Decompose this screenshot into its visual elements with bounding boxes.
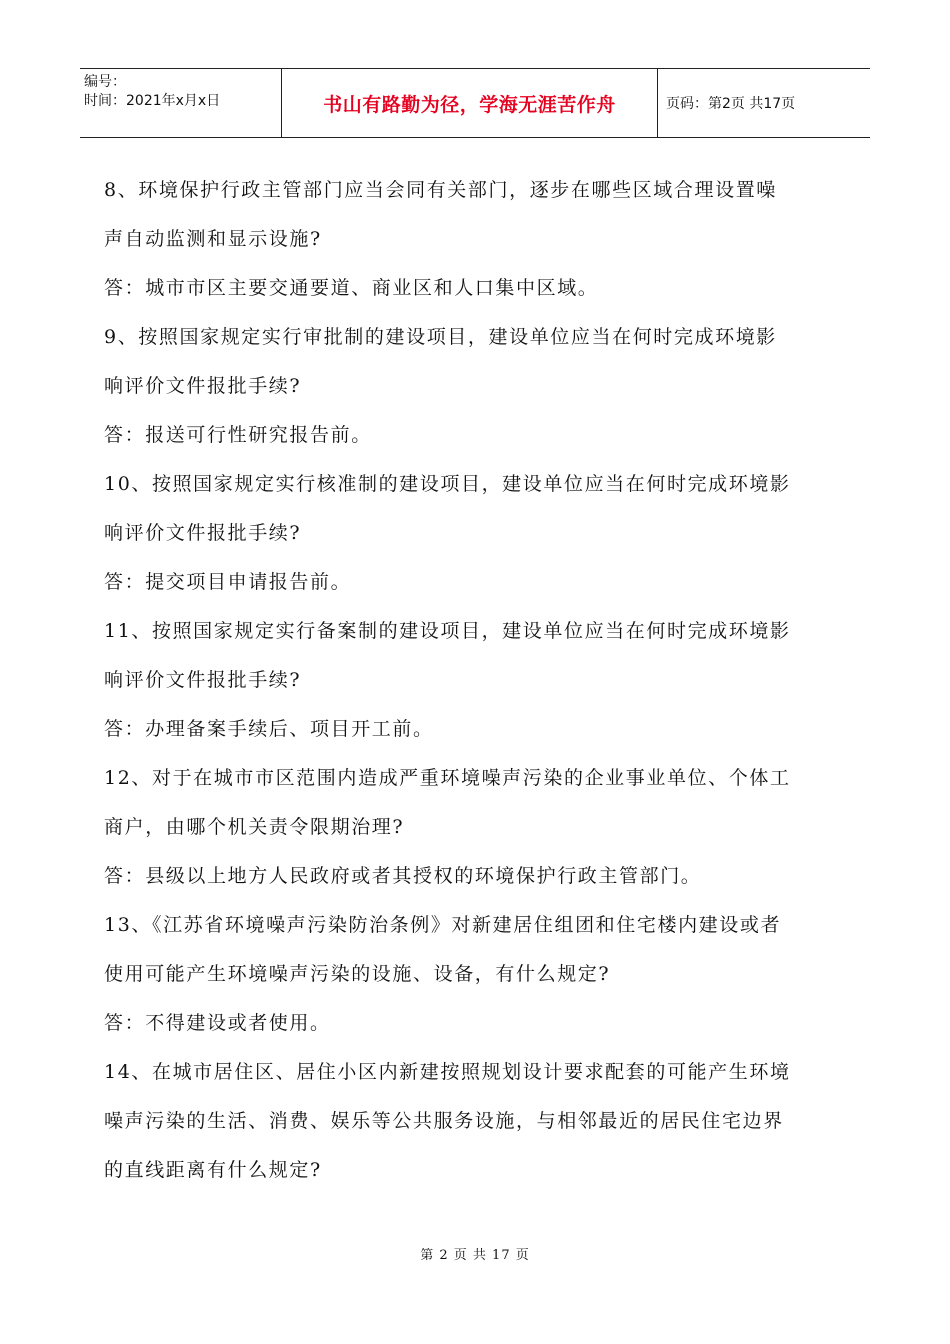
answer-line: 答：办理备案手续后、项目开工前。 (104, 718, 434, 740)
text-line: 响评价文件报批手续? (104, 375, 302, 397)
header-meta (80, 69, 282, 137)
text-line: 商户，由哪个机关责令限期治理? (104, 816, 405, 838)
text-line: 噪声污染的生活、消费、娱乐等公共服务设施，与相邻最近的居民住宅边界 (104, 1110, 784, 1132)
answer-line: 答：不得建设或者使用。 (104, 1012, 331, 1034)
footer-page-number: 第 2 页 共 17 页 (420, 1248, 530, 1263)
text-line: 10、按照国家规定实行核准制的建设项目，建设单位应当在何时完成环境影 (104, 473, 791, 495)
answer-line: 答：提交项目申请报告前。 (104, 571, 352, 593)
motto-text: 书山有路勤为径，学海无涯苦作舟 (323, 93, 616, 116)
header-page-code (658, 69, 870, 137)
time-label: 时间：2021年x月x日 (84, 93, 221, 109)
text-line: 8、环境保护行政主管部门应当会同有关部门，逐步在哪些区域合理设置噪 (104, 179, 777, 201)
text-line: 声自动监测和显示设施? (104, 228, 322, 250)
page-code-text: 页码：第2页 共17页 (666, 96, 796, 112)
text-line: 12、对于在城市市区范围内造成严重环境噪声污染的企业事业单位、个体工 (104, 767, 791, 789)
number-label: 编号： (84, 74, 126, 90)
text-line: 14、在城市居住区、居住小区内新建按照规划设计要求配套的可能产生环境 (104, 1061, 791, 1083)
qa-content (104, 166, 849, 1195)
answer-line: 答：县级以上地方人民政府或者其授权的环境保护行政主管部门。 (104, 865, 702, 887)
text-line: 的直线距离有什么规定? (104, 1159, 322, 1181)
page-header (80, 68, 870, 138)
answer-line: 答：报送可行性研究报告前。 (104, 424, 372, 446)
header-motto-cell (282, 69, 658, 137)
text-line: 9、按照国家规定实行审批制的建设项目，建设单位应当在何时完成环境影 (104, 326, 777, 348)
text-line: 使用可能产生环境噪声污染的设施、设备，有什么规定? (104, 963, 611, 985)
text-line: 响评价文件报批手续? (104, 669, 302, 691)
text-line: 13、《江苏省环境噪声污染防治条例》对新建居住组团和住宅楼内建设或者 (104, 914, 782, 936)
text-line: 响评价文件报批手续? (104, 522, 302, 544)
text-line: 11、按照国家规定实行备案制的建设项目，建设单位应当在何时完成环境影 (104, 620, 791, 642)
answer-line: 答：城市市区主要交通要道、商业区和人口集中区域。 (104, 277, 599, 299)
page-footer (0, 1244, 950, 1263)
